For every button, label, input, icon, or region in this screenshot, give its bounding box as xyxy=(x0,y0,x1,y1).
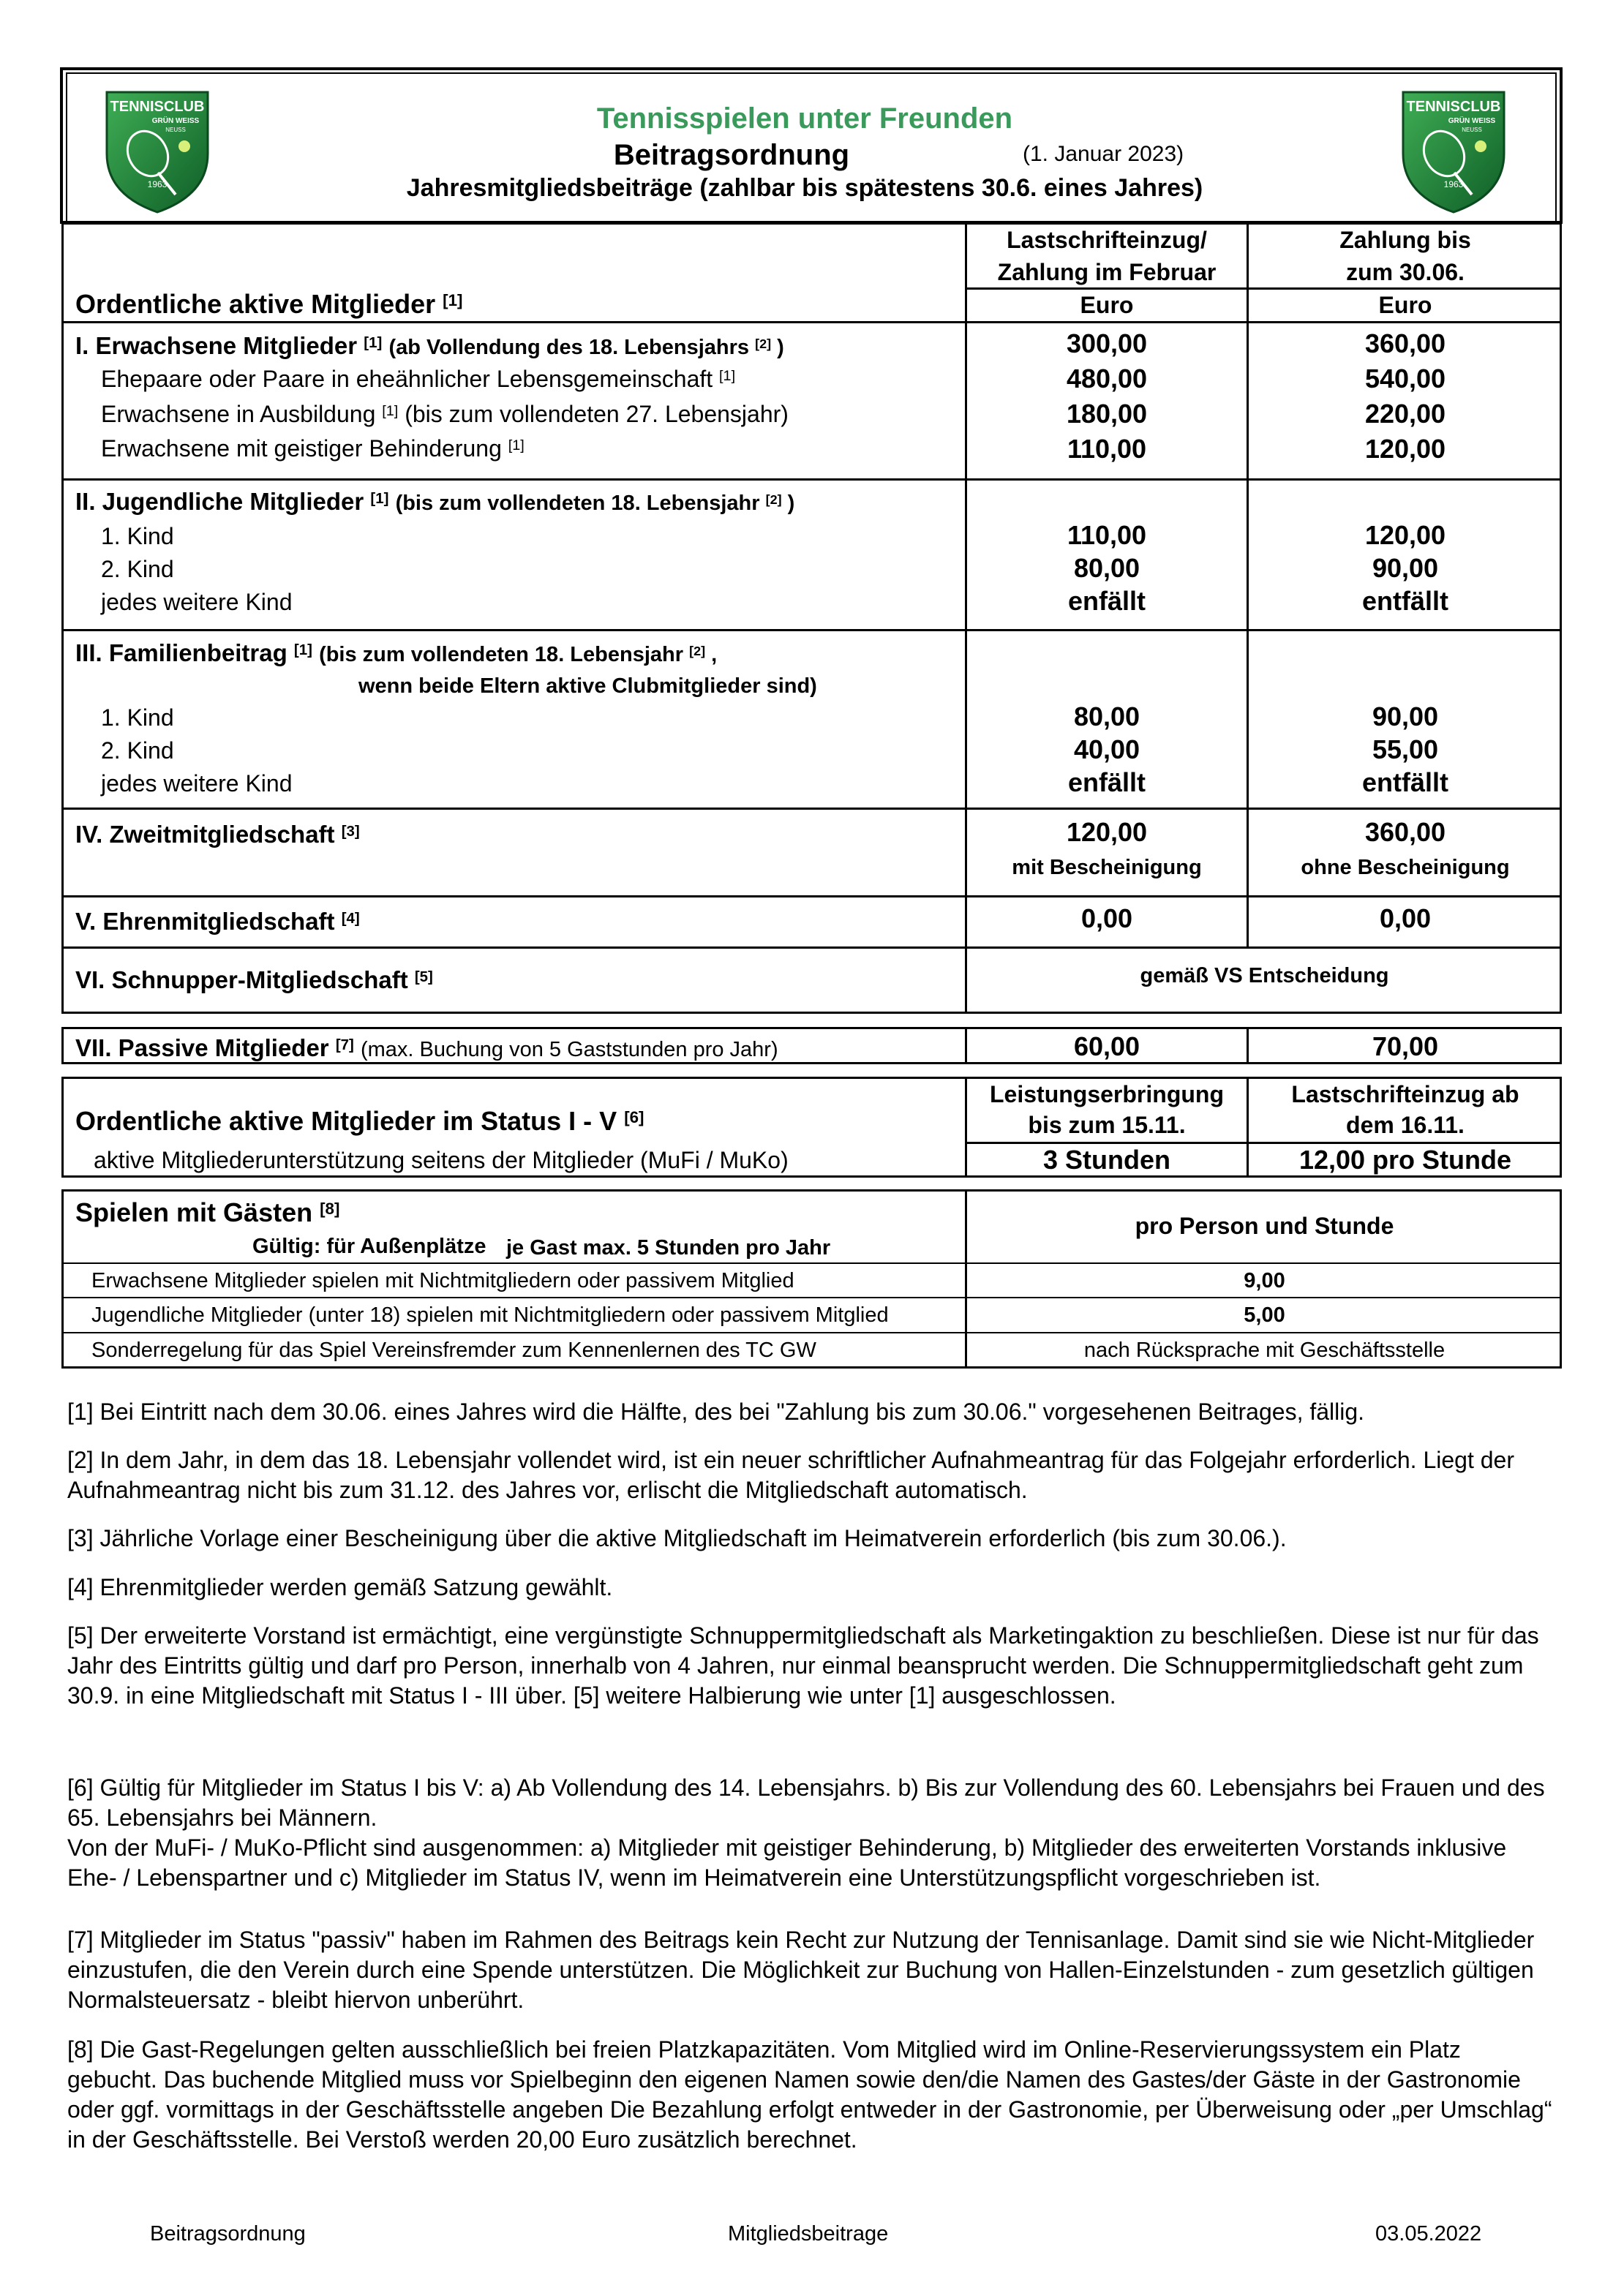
footnote-6-continued: Von der MuFi- / MuKo-Pflicht sind ausgenommen: a) Mitglieder mit geistiger Behinderung, b) Mitglieder des erweiterten Vorstands inklusive Ehe- / Lebenspartner und c) Mitglieder im Status IV, wenn im Heimatverein eine Unterstützungspflicht vorgeschrieben ist. xyxy=(67,1834,1507,1891)
passive-title: VII. Passive Mitglieder [7] (max. Buchung von 5 Gaststunden pro Jahr) xyxy=(75,1034,778,1061)
footer-right: 03.05.2022 xyxy=(1375,2222,1482,2246)
col1-header-line2: Zahlung im Februar xyxy=(997,259,1217,285)
status-row-label: aktive Mitgliederunterstützung seitens der Mitglieder (MuFi / MuKo) xyxy=(94,1147,789,1173)
col1-header-line1: Lastschrifteinzug/ xyxy=(1007,227,1207,253)
section-2-row-2-v1: 80,00 xyxy=(1073,553,1140,583)
page-title: Beitragsordnung xyxy=(613,139,850,171)
members-label: Ordentliche aktive Mitglieder [1] xyxy=(75,289,463,319)
section-3-title: III. Familienbeitrag [1] (bis zum vollendeten 18. Lebensjahr [2] , xyxy=(75,639,718,666)
guests-row-2-label: Jugendliche Mitglieder (unter 18) spielen mit Nichtmitgliedern oder passivem Mitglied xyxy=(91,1303,889,1327)
section-2-row-1-v1: 110,00 xyxy=(1067,520,1147,550)
footer-center: Mitgliedsbeitrage xyxy=(728,2222,889,2246)
footnote-7: [7] Mitglieder im Status "passiv" haben im Rahmen des Beitrags kein Recht zur Nutzung der Tennisanlage. Damit sind sie wie Nicht-Mitglieder einzustufen, die den Verein durch eine Spende unterstützen. Die Möglichkeit zur Buchung von Hallen-Einzelstunden - zum gesetzlich gültigen Normalsteuersatz - bleibt hiervon unberührt. xyxy=(67,1927,1535,2013)
section-3-row-3-v1: enfällt xyxy=(1067,767,1146,797)
section-1-row-1-v2: 360,00 xyxy=(1364,328,1446,358)
tennisclub-logo-right xyxy=(1399,86,1508,215)
guests-title: Spielen mit Gästen [8] xyxy=(75,1197,340,1227)
passive-v1: 60,00 xyxy=(1073,1031,1140,1061)
section-3-row-1-v2: 90,00 xyxy=(1372,701,1439,731)
logo-text-mid: GRÜN WEISS xyxy=(151,117,200,125)
section-4-v2: 360,00 xyxy=(1364,817,1446,847)
col2-header-line1: Zahlung bis xyxy=(1339,227,1471,253)
section-1-row-3-v1: 180,00 xyxy=(1066,399,1148,429)
section-3-row-1-v1: 80,00 xyxy=(1073,701,1140,731)
section-5-v2: 0,00 xyxy=(1379,903,1432,933)
section-2-row-1-label: 1. Kind xyxy=(101,523,174,549)
section-1-title: I. Erwachsene Mitglieder [1] (ab Vollendung des 18. Lebensjahrs [2] ) xyxy=(75,332,784,359)
section-1-row-1-v1: 300,00 xyxy=(1066,328,1148,358)
guests-row-1-label: Erwachsene Mitglieder spielen mit Nichtmitgliedern oder passivem Mitglied xyxy=(91,1269,794,1292)
guests-row-3-label: Sonderregelung für das Spiel Vereinsfremder zum Kennenlernen des TC GW xyxy=(91,1339,816,1362)
section-4-note2: ohne Bescheinigung xyxy=(1301,856,1510,879)
section-1-row-4-v1: 110,00 xyxy=(1067,434,1147,464)
footnote-8: [8] Die Gast-Regelungen gelten ausschließlich bei freien Platzkapazitäten. Vom Mitglied wird im Online-Reservierungssystem ein Platz gebucht. Das buchende Mitglied muss vor Spielbeginn den eigenen Namen sowie den/die Namen des Gastes/der Gäste in der Gastronomie oder ggf. vormittags in der Geschäftsstelle angeben Die Bezahlung erfolgt entweder in der Gastronomie, per Überweisung oder „per Umschlag“ in der Geschäftsstelle. Bei Verstoß werden 20,00 Euro zusätzlich berechnet. xyxy=(67,2036,1552,2153)
section-3-row-3-label: jedes weitere Kind xyxy=(101,770,293,797)
tennisclub-logo-left xyxy=(102,86,212,215)
section-1-row-4-label: Erwachsene mit geistiger Behinderung [1] xyxy=(101,435,525,462)
footnote-3: [3] Jährliche Vorlage einer Bescheinigung über die aktive Mitgliedschaft im Heimatverein erforderlich (bis zum 30.06.). xyxy=(67,1525,1287,1551)
section-4-v1: 120,00 xyxy=(1066,817,1148,847)
section-6-title: VI. Schnupper-Mitgliedschaft [5] xyxy=(75,966,433,993)
footnote-6: [6] Gültig für Mitglieder im Status I bis V: a) Ab Vollendung des 14. Lebensjahrs. b) Bis zur Vollendung des 60. Lebensjahrs bei Frauen und des 65. Lebensjahrs bei Männern. xyxy=(67,1774,1545,1831)
section-2-row-2-v2: 90,00 xyxy=(1372,553,1439,583)
status-col2-header-line1: Lastschrifteinzug ab xyxy=(1291,1081,1519,1107)
guests-sub-b: je Gast max. 5 Stunden pro Jahr xyxy=(506,1236,831,1260)
title-date: (1. Januar 2023) xyxy=(1023,142,1184,166)
status-col1-header-line2: bis zum 15.11. xyxy=(1028,1112,1186,1138)
col2-header-line2: zum 30.06. xyxy=(1346,259,1465,285)
section-4-title: IV. Zweitmitgliedschaft [3] xyxy=(75,821,360,848)
status-title: Ordentliche aktive Mitglieder im Status I - V [6] xyxy=(75,1106,644,1136)
status-v2: 12,00 pro Stunde xyxy=(1298,1145,1512,1175)
guests-col-header: pro Person und Stunde xyxy=(1135,1213,1394,1239)
guests-row-2-value: 5,00 xyxy=(1244,1303,1285,1327)
section-4-note1: mit Bescheinigung xyxy=(1012,856,1202,879)
section-3-row-2-v2: 55,00 xyxy=(1372,734,1439,764)
footnote-1: [1] Bei Eintritt nach dem 30.06. eines Jahres wird die Hälfte, des bei "Zahlung bis zum 30.06." vorgesehenen Beitrages, fällig. xyxy=(67,1399,1365,1425)
slogan: Tennisspielen unter Freunden xyxy=(596,102,1013,135)
section-1-row-2-label: Ehepaare oder Paare in eheähnlicher Lebensgemeinschaft [1] xyxy=(101,366,736,392)
tennis-ball-icon xyxy=(1475,140,1486,152)
section-2-title: II. Jugendliche Mitglieder [1] (bis zum vollendeten 18. Lebensjahr [2] ) xyxy=(75,488,795,515)
section-5-title: V. Ehrenmitgliedschaft [4] xyxy=(75,908,360,935)
section-2-row-1-v2: 120,00 xyxy=(1364,520,1446,550)
section-3-row-1-label: 1. Kind xyxy=(101,704,174,731)
logo-text-city: NEUSS xyxy=(165,127,186,133)
footnote-5: [5] Der erweiterte Vorstand ist ermächtigt, eine vergünstigte Schnuppermitgliedschaft als Marketingaktion zu beschließen. Diese ist nur für das Jahr des Eintritts gültig und darf pro Person, innerhalb von 4 Jahren, nur einmal beansprucht werden. Die Schnuppermitgliedschaft geht zum 30.9. in eine Mitgliedschaft mit Status I - III über. [5] weitere Halbierung wie unter [1] ausgeschlossen. xyxy=(67,1622,1539,1709)
section-1-row-2-v2: 540,00 xyxy=(1364,364,1446,394)
col1-unit: Euro xyxy=(1080,292,1134,318)
section-3-row-2-label: 2. Kind xyxy=(101,737,174,764)
footer-left: Beitragsordnung xyxy=(150,2222,306,2246)
section-1-row-4-v2: 120,00 xyxy=(1364,434,1446,464)
section-5-v1: 0,00 xyxy=(1080,903,1133,933)
section-2-row-3-v1: enfällt xyxy=(1067,586,1146,616)
section-1-row-3-label: Erwachsene in Ausbildung [1] (bis zum vollendeten 27. Lebensjahr) xyxy=(101,401,789,427)
footnote-2: [2] In dem Jahr, in dem das 18. Lebensjahr vollendet wird, ist ein neuer schriftlicher Aufnahmeantrag für das Folgejahr erforderlich. Liegt der Aufnahmeantrag nicht bis zum 31.12. des Jahres vor, erlischt die Mitgliedschaft automatisch. xyxy=(67,1447,1514,1503)
status-col2-header-line2: dem 16.11. xyxy=(1346,1112,1465,1138)
guests-sub-a: Gültig: für Außenplätze xyxy=(252,1235,486,1258)
logo-year: 1963 xyxy=(147,179,168,189)
section-2-row-3-label: jedes weitere Kind xyxy=(101,589,293,615)
logo-text-top: TENNISCLUB xyxy=(1406,99,1501,115)
subtitle: Jahresmitgliedsbeiträge (zahlbar bis spätestens 30.6. eines Jahres) xyxy=(406,174,1203,202)
section-2-row-2-label: 2. Kind xyxy=(101,556,174,582)
status-v1: 3 Stunden xyxy=(1042,1145,1170,1175)
passive-v2: 70,00 xyxy=(1372,1031,1439,1061)
footnote-4: [4] Ehrenmitglieder werden gemäß Satzung gewählt. xyxy=(67,1574,613,1600)
guests-row-3-value: nach Rücksprache mit Geschäftsstelle xyxy=(1083,1339,1446,1362)
col2-unit: Euro xyxy=(1378,292,1432,318)
section-1-row-3-v2: 220,00 xyxy=(1364,399,1446,429)
section-6-value: gemäß VS Entscheidung xyxy=(1140,964,1389,987)
logo-text-top: TENNISCLUB xyxy=(110,99,205,115)
section-3-title-line2: wenn beide Eltern aktive Clubmitglieder sind) xyxy=(358,674,817,698)
section-3-row-2-v1: 40,00 xyxy=(1073,734,1140,764)
logo-text-city: NEUSS xyxy=(1462,127,1482,133)
section-1-row-2-v1: 480,00 xyxy=(1066,364,1148,394)
tennis-ball-icon xyxy=(178,140,190,152)
logo-text-mid: GRÜN WEISS xyxy=(1448,117,1496,125)
guests-row-1-value: 9,00 xyxy=(1244,1269,1285,1292)
logo-year: 1963 xyxy=(1443,179,1464,189)
section-3-row-3-v2: entfällt xyxy=(1361,767,1448,797)
section-2-row-3-v2: entfällt xyxy=(1361,586,1448,616)
status-col1-header-line1: Leistungserbringung xyxy=(990,1081,1224,1107)
